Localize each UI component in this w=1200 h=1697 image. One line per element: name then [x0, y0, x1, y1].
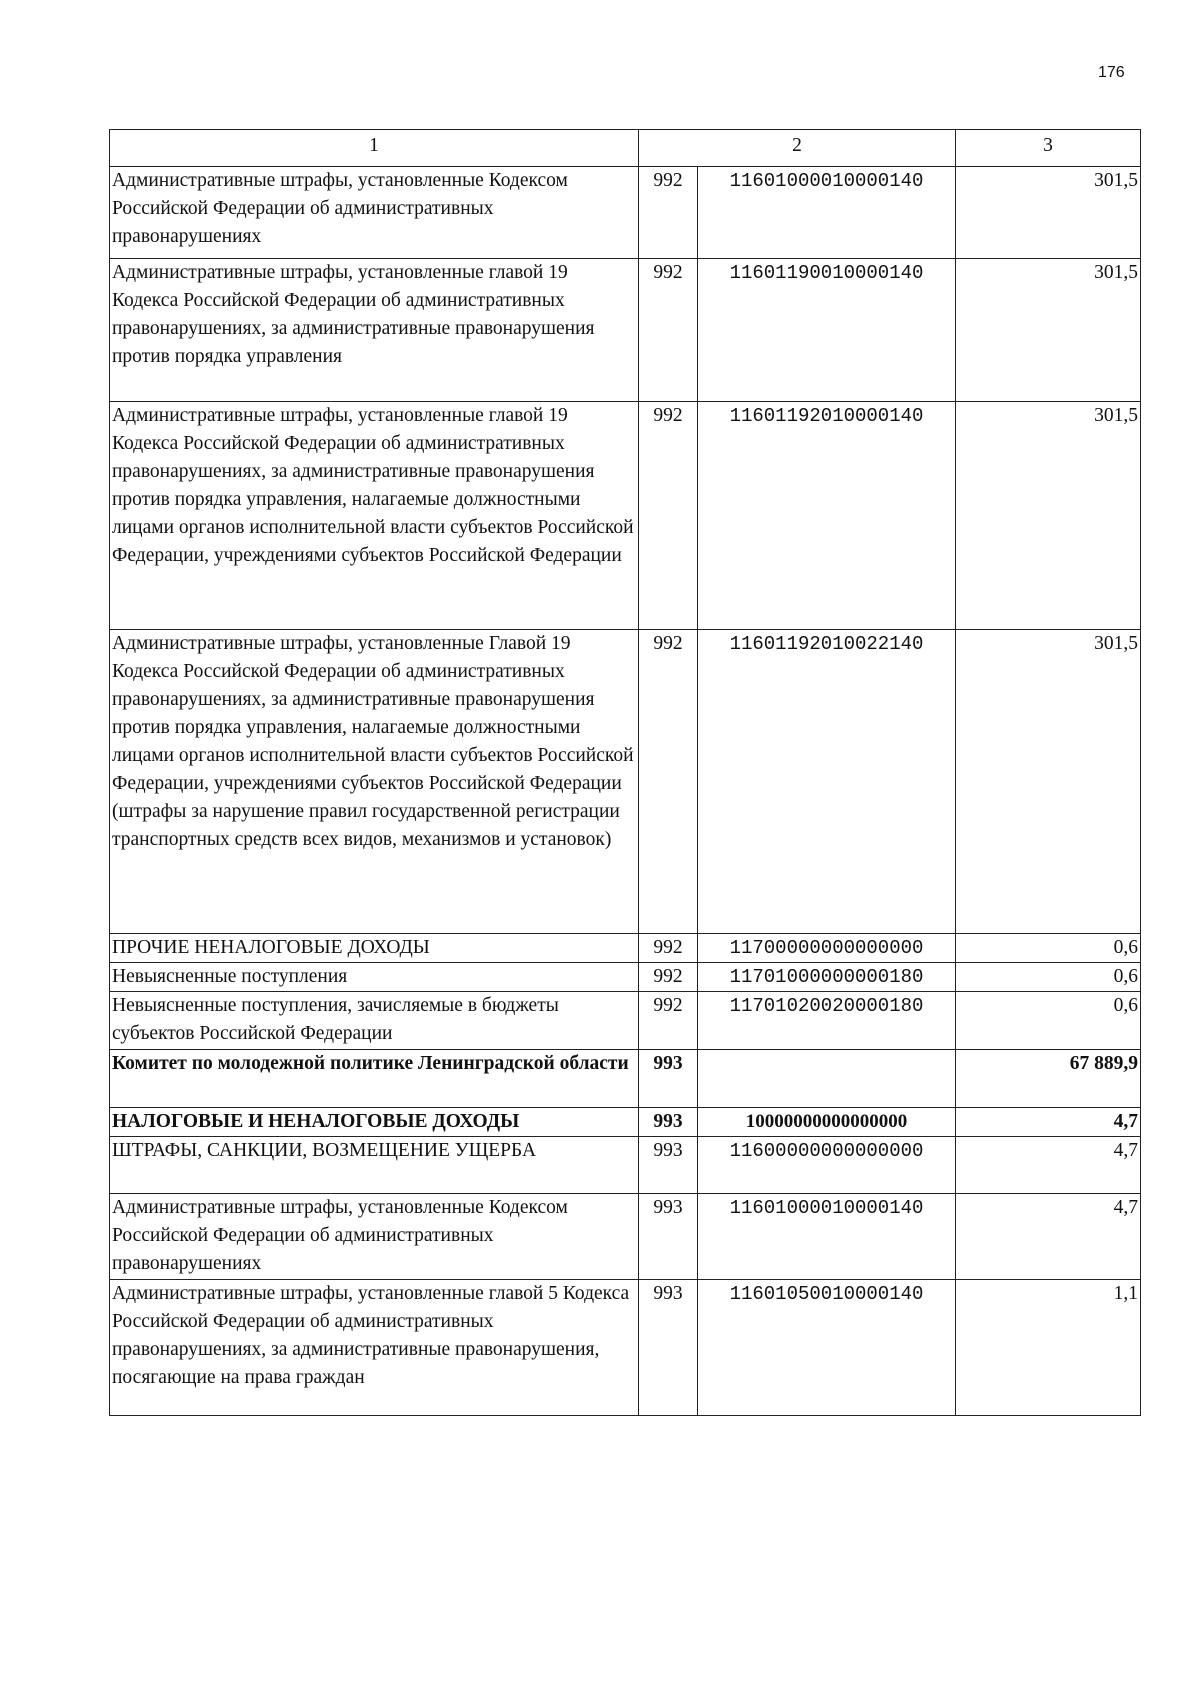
row-amount: 301,5 — [956, 259, 1141, 402]
row-description: Административные штрафы, установленные главой 19 Кодекса Российской Федерации об административных правонарушениях, за административные правонарушения против порядка управления, налагаемые должностными лицами органов исполнительной власти субъектов Российской Федерации, учреждениями субъектов Российской Федерации — [110, 402, 639, 630]
row-amount: 4,7 — [956, 1108, 1141, 1137]
row-admin-code: 992 — [639, 402, 698, 630]
row-amount: 301,5 — [956, 402, 1141, 630]
row-description: Невыясненные поступления, зачисляемые в бюджеты субъектов Российской Федерации — [110, 992, 639, 1050]
row-admin-code: 992 — [639, 167, 698, 259]
row-admin-code: 992 — [639, 992, 698, 1050]
row-amount: 4,7 — [956, 1194, 1141, 1280]
row-budget-code: 11701020020000180 — [698, 992, 956, 1050]
row-budget-code: 11600000000000000 — [698, 1137, 956, 1194]
row-description: ШТРАФЫ, САНКЦИИ, ВОЗМЕЩЕНИЕ УЩЕРБА — [110, 1137, 639, 1194]
table-row — [110, 259, 1141, 402]
row-budget-code: 11601050010000140 — [698, 1280, 956, 1416]
row-budget-code: 11601190010000140 — [698, 259, 956, 402]
row-budget-code: 11601000010000140 — [698, 167, 956, 259]
row-admin-code: 993 — [639, 1194, 698, 1280]
row-amount: 0,6 — [956, 963, 1141, 992]
table-row — [110, 630, 1141, 934]
row-description: Административные штрафы, установленные главой 5 Кодекса Российской Федерации об административных правонарушениях, за административные правонарушения, посягающие на права граждан — [110, 1280, 639, 1416]
table-row — [110, 1137, 1141, 1194]
row-amount: 0,6 — [956, 992, 1141, 1050]
row-admin-code: 993 — [639, 1137, 698, 1194]
row-amount: 4,7 — [956, 1137, 1141, 1194]
table-row — [110, 1280, 1141, 1416]
row-description: Административные штрафы, установленные Кодексом Российской Федерации об административных правонарушениях — [110, 1194, 639, 1280]
row-amount: 0,6 — [956, 934, 1141, 963]
row-amount: 301,5 — [956, 167, 1141, 259]
row-admin-code: 993 — [639, 1280, 698, 1416]
row-description: Административные штрафы, установленные главой 19 Кодекса Российской Федерации об административных правонарушениях, за административные правонарушения против порядка управления — [110, 259, 639, 402]
row-admin-code: 992 — [639, 934, 698, 963]
row-description: Невыясненные поступления — [110, 963, 639, 992]
table-header-row — [110, 130, 1141, 167]
row-amount: 67 889,9 — [956, 1050, 1141, 1108]
table-row — [110, 992, 1141, 1050]
row-admin-code: 992 — [639, 963, 698, 992]
row-description: НАЛОГОВЫЕ И НЕНАЛОГОВЫЕ ДОХОДЫ — [110, 1108, 639, 1137]
table-row — [110, 963, 1141, 992]
row-amount: 301,5 — [956, 630, 1141, 934]
row-budget-code: 11601000010000140 — [698, 1194, 956, 1280]
row-budget-code: 11701000000000180 — [698, 963, 956, 992]
row-description: Административные штрафы, установленные Кодексом Российской Федерации об административных правонарушениях — [110, 167, 639, 259]
header-col-3: 3 — [956, 130, 1141, 167]
header-col-2: 2 — [639, 130, 956, 167]
table-row — [110, 1108, 1141, 1137]
table-row — [110, 1050, 1141, 1108]
table-row — [110, 402, 1141, 630]
budget-table — [109, 129, 1141, 1416]
row-description: ПРОЧИЕ НЕНАЛОГОВЫЕ ДОХОДЫ — [110, 934, 639, 963]
row-budget-code: 11700000000000000 — [698, 934, 956, 963]
row-budget-code: 10000000000000000 — [698, 1108, 956, 1137]
row-admin-code: 993 — [639, 1050, 698, 1108]
header-col-1: 1 — [110, 130, 639, 167]
budget-table-body — [110, 130, 1141, 1416]
table-row — [110, 1194, 1141, 1280]
table-row — [110, 167, 1141, 259]
row-budget-code: 11601192010022140 — [698, 630, 956, 934]
row-admin-code: 992 — [639, 630, 698, 934]
row-description: Комитет по молодежной политике Ленинградской области — [110, 1050, 639, 1108]
row-admin-code: 992 — [639, 259, 698, 402]
row-amount: 1,1 — [956, 1280, 1141, 1416]
page-number: 176 — [1098, 64, 1125, 81]
row-budget-code — [698, 1050, 956, 1108]
row-admin-code: 993 — [639, 1108, 698, 1137]
row-description: Административные штрафы, установленные Главой 19 Кодекса Российской Федерации об административных правонарушениях, за административные правонарушения против порядка управления, налагаемые должностными лицами органов исполнительной власти субъектов Российской Федерации, учреждениями субъектов Российской Федерации (штрафы за нарушение правил государственной регистрации транспортных средств всех видов, механизмов и установок) — [110, 630, 639, 934]
table-row — [110, 934, 1141, 963]
row-budget-code: 11601192010000140 — [698, 402, 956, 630]
